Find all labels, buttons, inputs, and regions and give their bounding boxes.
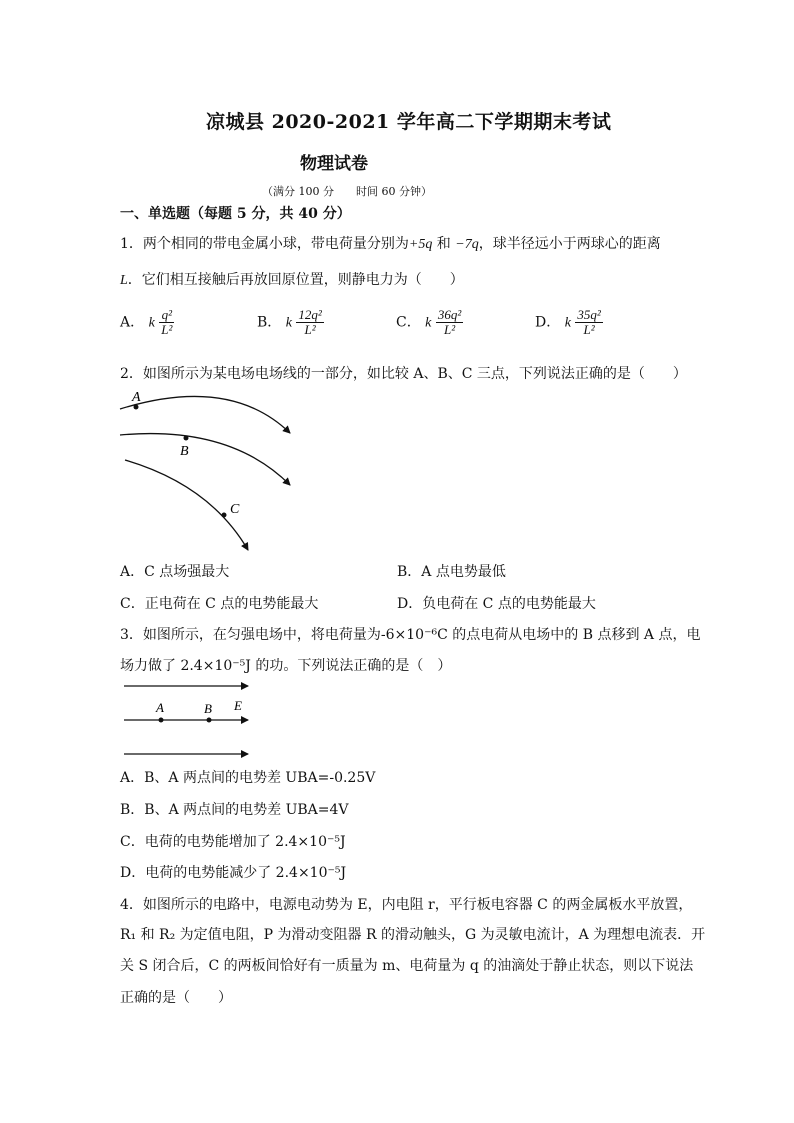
- q4-line2: R₁ 和 R₂ 为定值电阻，P 为滑动变阻器 R 的滑动触头，G 为灵敏电流计，A 为理想电流表．开: [120, 927, 706, 943]
- q1-line2: [120, 269, 464, 289]
- q3-option-b[interactable]: B．B、A 两点间的电势差 UBA=4V: [120, 802, 349, 818]
- field-lines-figure: [110, 385, 310, 560]
- option-k: k: [148, 315, 155, 331]
- option-label: C．: [396, 314, 421, 331]
- q2-stem: 2．如图所示为某电场电场线的一部分，如比较 A、B、C 三点，下列说法正确的是（ ）: [120, 366, 687, 382]
- fraction-denominator: L²: [304, 322, 316, 337]
- q1-option-c[interactable]: [396, 308, 463, 337]
- point-b-dot: [207, 718, 212, 723]
- option-fraction: [575, 308, 602, 337]
- point-a-dot: [134, 405, 139, 410]
- q2-option-a[interactable]: A．C 点场强最大: [120, 564, 230, 580]
- point-c-dot: [222, 513, 227, 518]
- q3-line2: 场力做了 2.4×10⁻⁵J 的功。下列说法正确的是（ ）: [120, 658, 452, 674]
- section-heading: 一、单选题（每题 5 分，共 40 分）: [120, 206, 351, 222]
- q2-option-c[interactable]: C．正电荷在 C 点的电势能最大: [120, 596, 319, 612]
- label-a: A: [132, 390, 141, 405]
- fraction-denominator: L²: [443, 322, 456, 337]
- field-line-top: [120, 396, 290, 433]
- point-a-dot: [159, 718, 164, 723]
- q1-text-post: ，球半径远小于两球心的距离: [478, 236, 661, 252]
- q1-line2-text: ．它们相互接触后再放回原位置，则静电力为（ ）: [127, 272, 464, 288]
- option-fraction: [296, 308, 323, 337]
- exam-title: 凉城县 2020-2021 学年高二下学期期末考试: [206, 111, 612, 133]
- q1-option-a[interactable]: [120, 308, 174, 337]
- q1-charge2: −7q: [455, 237, 479, 252]
- q1-charge1: +5q: [408, 237, 433, 252]
- label-b: B: [180, 444, 189, 459]
- q1-var-l: L: [120, 273, 128, 288]
- fraction-numerator: 12q²: [298, 307, 322, 322]
- fraction-numerator: 35q²: [577, 307, 601, 322]
- exam-meta: （满分 100 分 时间 60 分钟）: [262, 185, 432, 198]
- q1-line1: [120, 233, 661, 253]
- option-fraction: [159, 308, 174, 337]
- q3-option-c[interactable]: C．电荷的电势能增加了 2.4×10⁻⁵J: [120, 834, 346, 850]
- q3-option-a[interactable]: A．B、A 两点间的电势差 UBA=-0.25V: [120, 770, 376, 786]
- label-b: B: [204, 701, 212, 716]
- uniform-field-figure: [118, 678, 258, 760]
- q1-text-pre: 1．两个相同的带电金属小球，带电荷量分别为: [120, 236, 409, 252]
- q4-line3: 关 S 闭合后，C 的两板间恰好有一质量为 m、电荷量为 q 的油滴处于静止状态，则以下说法: [120, 958, 694, 974]
- option-k: k: [564, 315, 571, 331]
- option-label: A．: [120, 314, 145, 331]
- fraction-numerator: 36q²: [437, 307, 462, 322]
- q4-line1: 4．如图所示的电路中，电源电动势为 E，内电阻 r，平行板电容器 C 的两金属板水平放置，: [120, 897, 693, 913]
- option-label: B．: [257, 314, 282, 331]
- option-k: k: [425, 315, 432, 331]
- point-b-dot: [184, 436, 189, 441]
- option-fraction: [436, 308, 463, 337]
- field-line-middle: [120, 434, 290, 485]
- exam-subtitle: 物理试卷: [300, 154, 368, 174]
- label-a: A: [156, 700, 164, 715]
- fraction-denominator: L²: [161, 322, 173, 337]
- option-label: D．: [535, 314, 561, 331]
- q4-line4: 正确的是（ ）: [120, 990, 232, 1006]
- fraction-numerator: q²: [159, 308, 174, 323]
- q1-and: 和: [432, 236, 456, 252]
- q1-option-d[interactable]: [535, 308, 603, 337]
- q3-line1: 3．如图所示，在匀强电场中，将电荷量为-6×10⁻⁶C 的点电荷从电场中的 B 点移到 A 点，电: [120, 627, 701, 643]
- q2-option-b[interactable]: B．A 点电势最低: [397, 564, 506, 580]
- q3-option-d[interactable]: D．电荷的电势能减少了 2.4×10⁻⁵J: [120, 865, 347, 881]
- option-k: k: [285, 315, 292, 331]
- fraction-denominator: L²: [583, 322, 595, 337]
- q1-option-b[interactable]: [257, 308, 324, 337]
- q2-option-d[interactable]: D．负电荷在 C 点的电势能最大: [397, 596, 596, 612]
- label-c: C: [230, 502, 240, 517]
- label-e: E: [234, 698, 242, 713]
